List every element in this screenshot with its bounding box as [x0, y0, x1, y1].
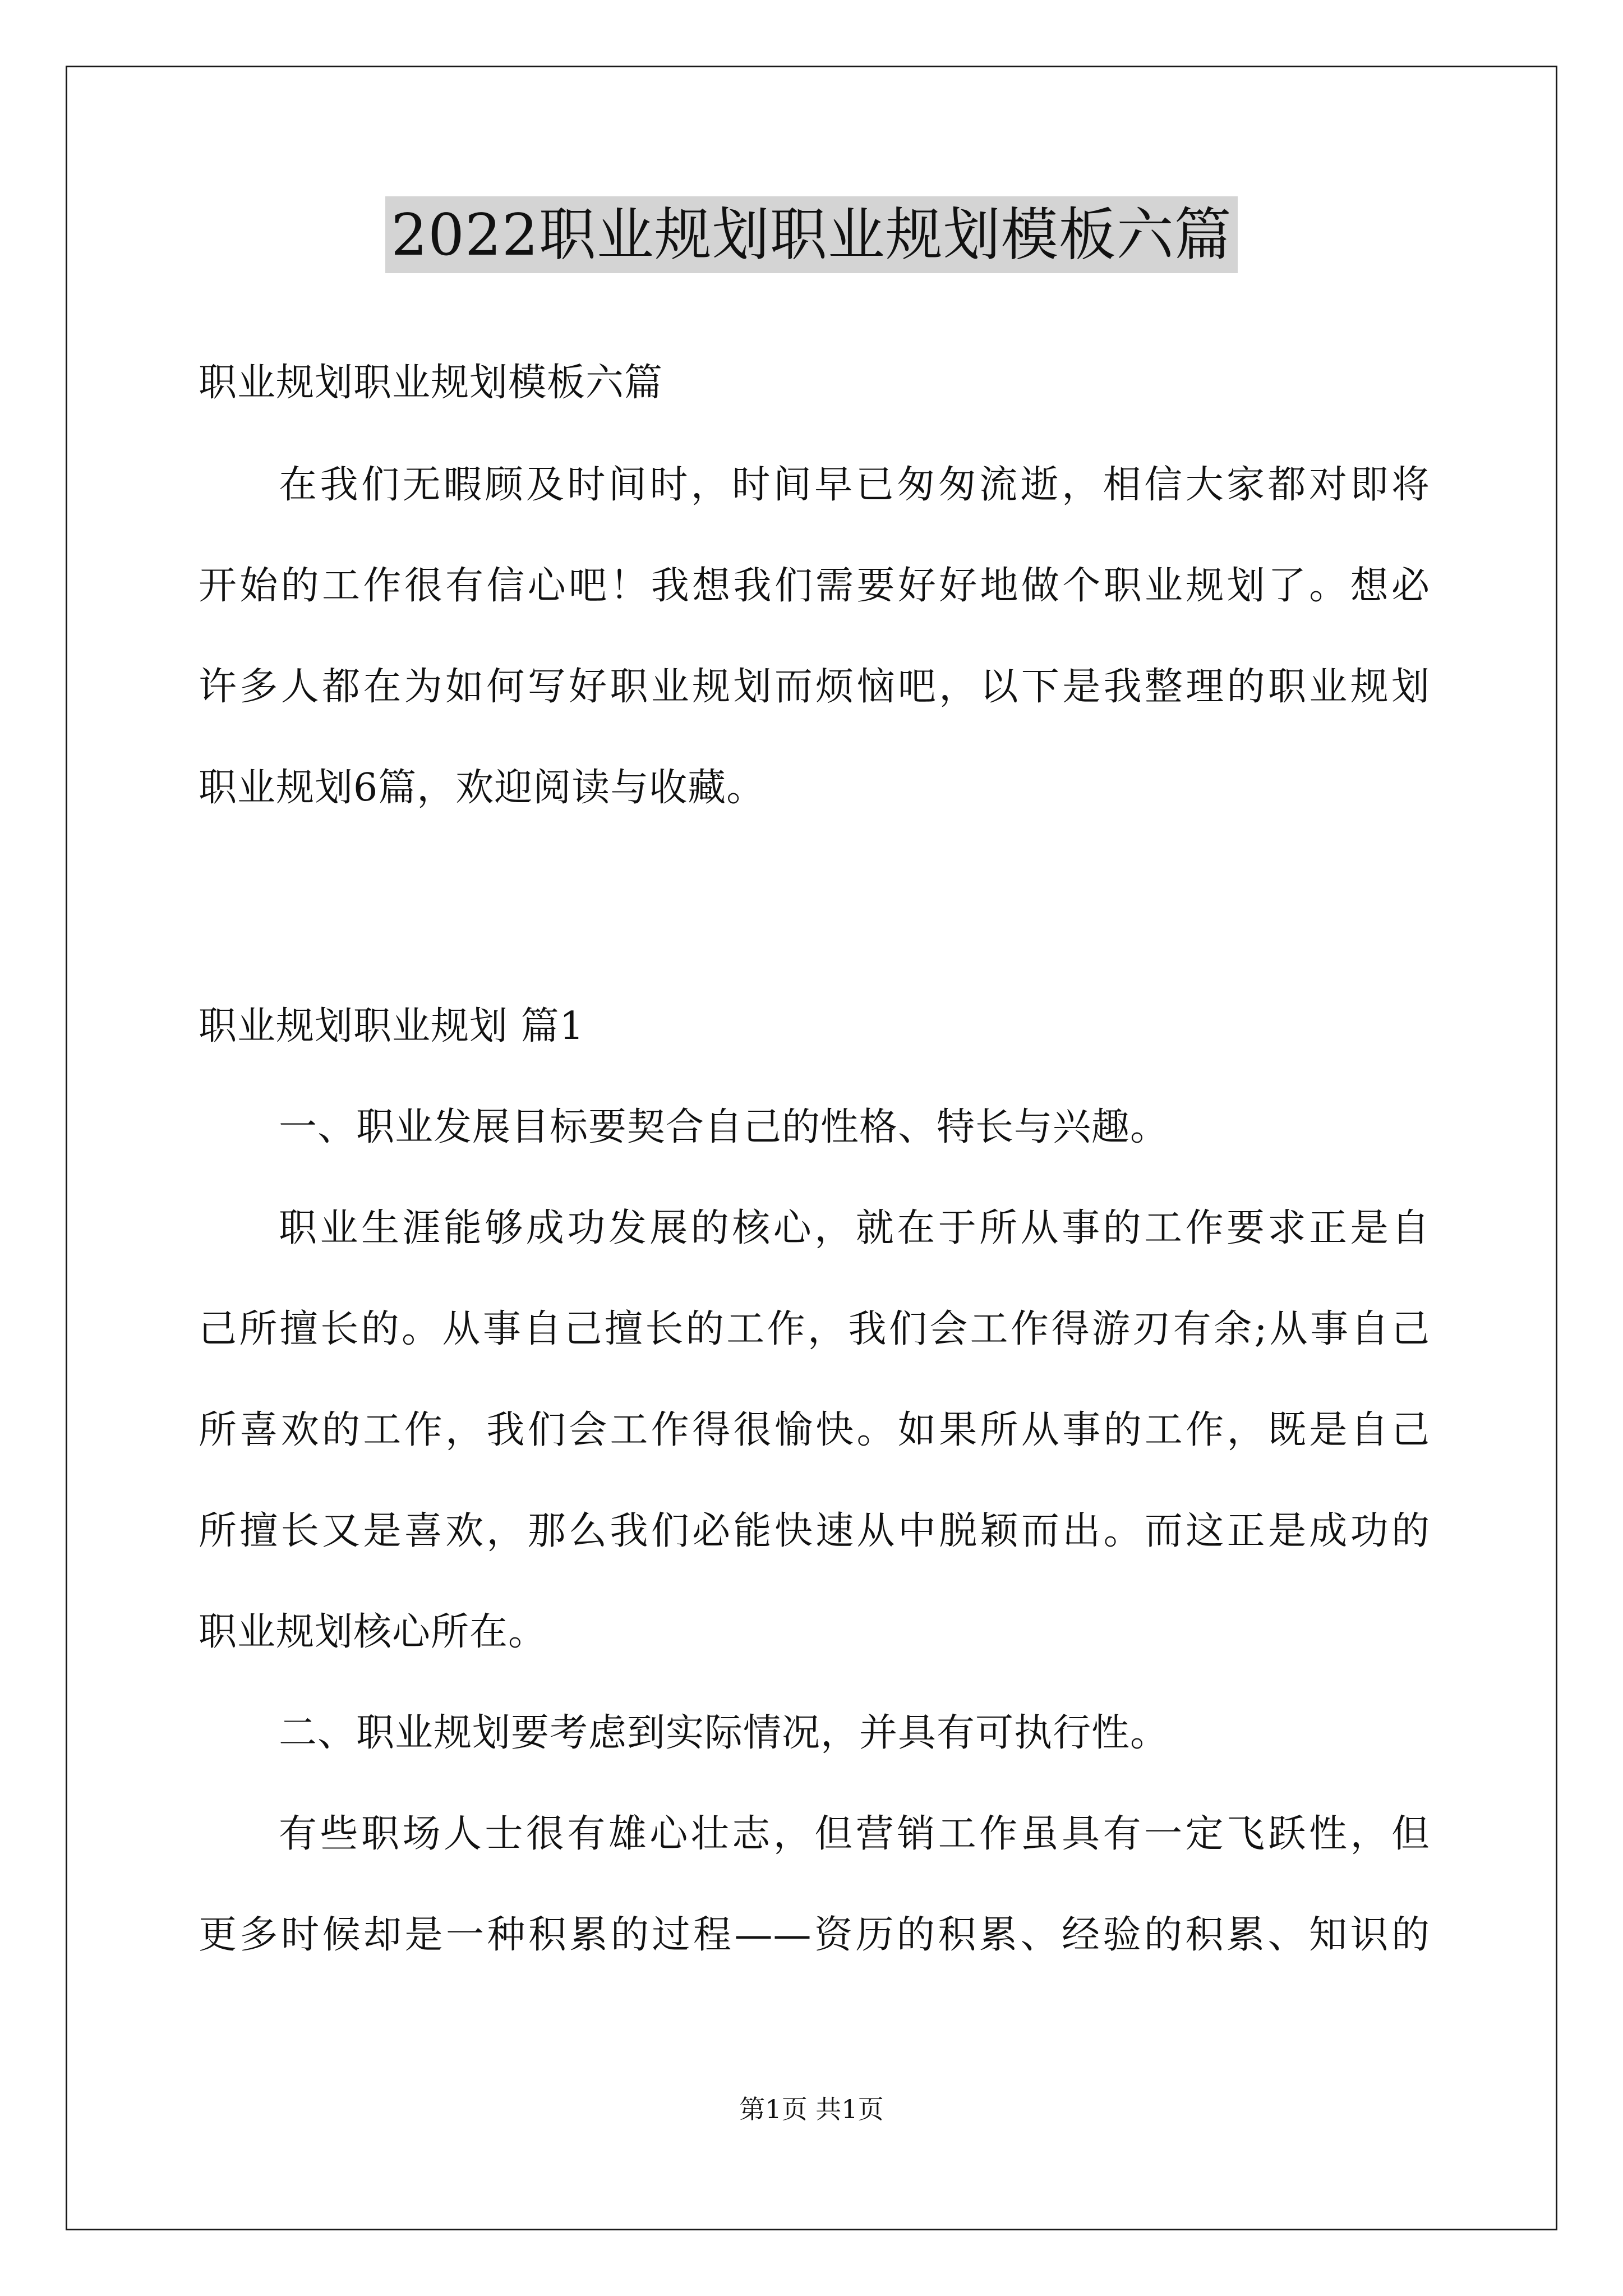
paragraph-line: 己所擅长的。从事自己擅长的工作，我们会工作得游刃有余;从事自己: [199, 1307, 1430, 1351]
paragraph-line: 一、职业发展目标要契合自己的性格、特长与兴趣。: [279, 1105, 1169, 1149]
section-heading: 职业规划职业规划 篇1: [199, 1004, 584, 1048]
paragraph-line: 职业规划核心所在。: [199, 1610, 547, 1654]
paragraph-line: 更多时候却是一种积累的过程——资历的积累、经验的积累、知识的: [199, 1913, 1430, 1957]
paragraph-line: 许多人都在为如何写好职业规划而烦恼吧，以下是我整理的职业规划: [199, 665, 1430, 709]
document-subtitle: 职业规划职业规划模板六篇: [199, 361, 663, 405]
document-title: 2022职业规划职业规划模板六篇: [385, 196, 1238, 273]
paragraph-line: 二、职业规划要考虑到实际情况，并具有可执行性。: [279, 1711, 1169, 1755]
paragraph-line: 开始的工作很有信心吧！我想我们需要好好地做个职业规划了。想必: [199, 564, 1430, 608]
paragraph-line: 有些职场人士很有雄心壮志，但营销工作虽具有一定飞跃性，但: [279, 1812, 1430, 1856]
page-footer: 第1页 共1页: [739, 2094, 884, 2124]
paragraph-line: 职业生涯能够成功发展的核心，就在于所从事的工作要求正是自: [279, 1206, 1430, 1250]
paragraph-line: 在我们无暇顾及时间时，时间早已匆匆流逝，相信大家都对即将: [279, 463, 1430, 507]
title-container: [0, 196, 1623, 273]
paragraph-line: 职业规划6篇，欢迎阅读与收藏。: [199, 766, 766, 810]
paragraph-line: 所擅长又是喜欢，那么我们必能快速从中脱颖而出。而这正是成功的: [199, 1509, 1430, 1553]
paragraph-line: 所喜欢的工作，我们会工作得很愉快。如果所从事的工作，既是自己: [199, 1408, 1430, 1452]
